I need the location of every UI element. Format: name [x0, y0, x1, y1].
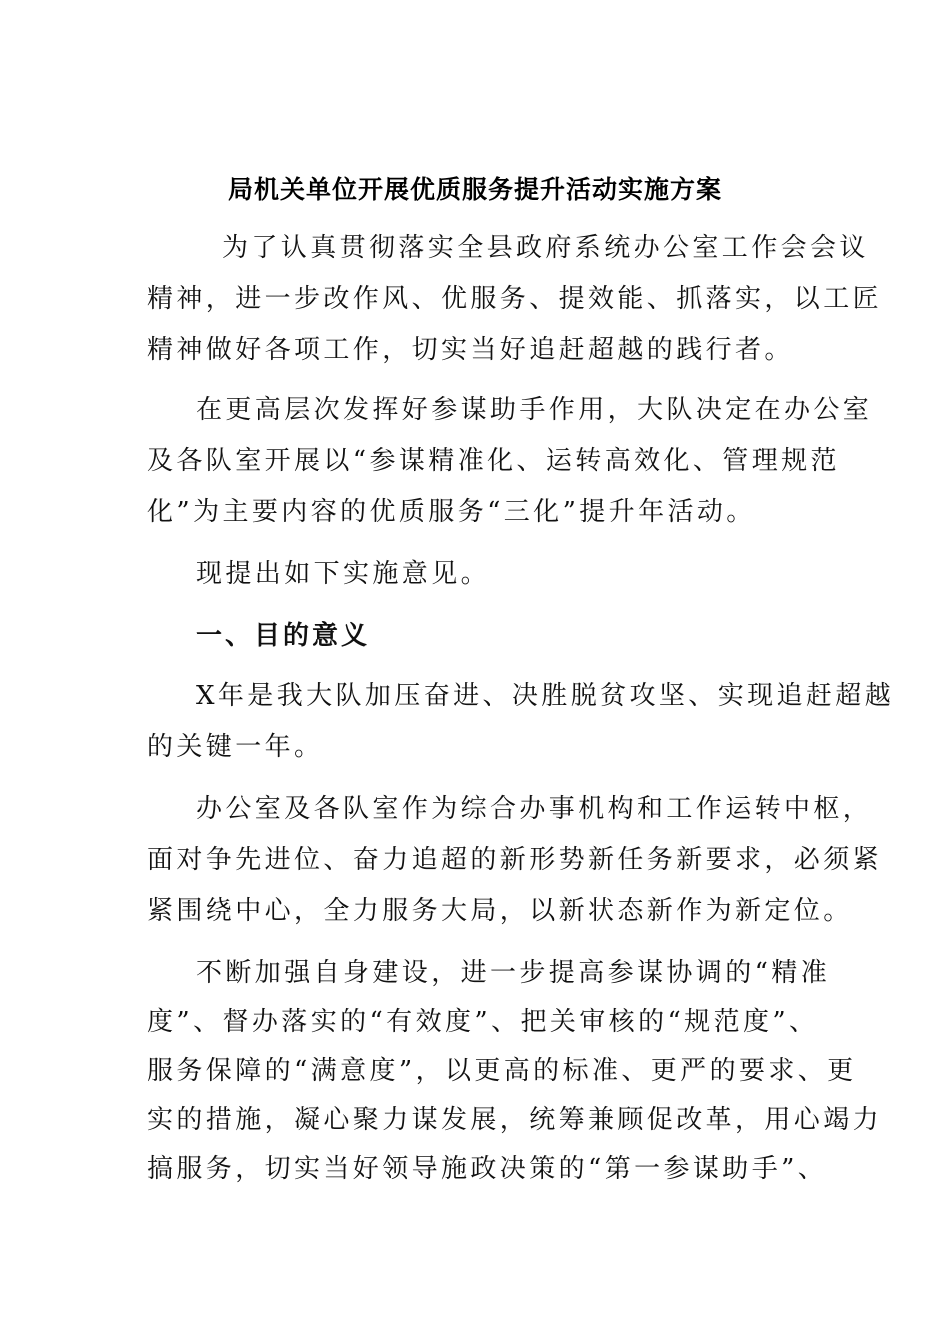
section-heading-1: 一、目的意义 — [196, 621, 371, 651]
paragraph-4-line-1: X年是我大队加压奋进、决胜脱贫攻坚、实现追赶超越 — [196, 681, 895, 711]
paragraph-6-line-1: 不断加强自身建设，进一步提高参谋协调的“精准 — [196, 958, 831, 988]
paragraph-2-line-2: 及各队室开展以“参谋精准化、运转高效化、管理规范 — [147, 446, 840, 476]
paragraph-6-line-3: 服务保障的“满意度”，以更高的标准、更严的要求、更 — [147, 1056, 857, 1086]
paragraph-5-line-1: 办公室及各队室作为综合办事机构和工作运转中枢， — [196, 794, 873, 824]
paragraph-6-line-4: 实的措施，凝心聚力谋发展，统筹兼顾促改革，用心竭力 — [147, 1105, 883, 1135]
paragraph-2-line-3: 化”为主要内容的优质服务“三化”提升年活动。 — [147, 497, 756, 527]
paragraph-6-line-5: 搞服务，切实当好领导施政决策的“第一参谋助手”、 — [147, 1154, 828, 1184]
paragraph-4-line-2: 的关键一年。 — [147, 732, 324, 762]
paragraph-2-line-1: 在更高层次发挥好参谋助手作用，大队决定在办公室 — [196, 395, 873, 425]
paragraph-1-line-3: 精神做好各项工作，切实当好追赶超越的践行者。 — [147, 335, 794, 365]
paragraph-5-line-2: 面对争先进位、奋力追超的新形势新任务新要求，必须紧 — [147, 845, 883, 875]
paragraph-6-line-2: 度”、督办落实的“有效度”、把关审核的“规范度”、 — [147, 1007, 819, 1037]
paragraph-3-line-1: 现提出如下实施意见。 — [196, 559, 491, 589]
document-title: 局机关单位开展优质服务提升活动实施方案 — [227, 175, 722, 204]
paragraph-5-line-3: 紧围绕中心，全力服务大局，以新状态新作为新定位。 — [147, 896, 853, 926]
paragraph-1-line-2: 精神，进一步改作风、优服务、提效能、抓落实，以工匠 — [147, 284, 883, 314]
paragraph-1-line-1: 为了认真贯彻落实全县政府系统办公室工作会会议 — [222, 233, 869, 263]
